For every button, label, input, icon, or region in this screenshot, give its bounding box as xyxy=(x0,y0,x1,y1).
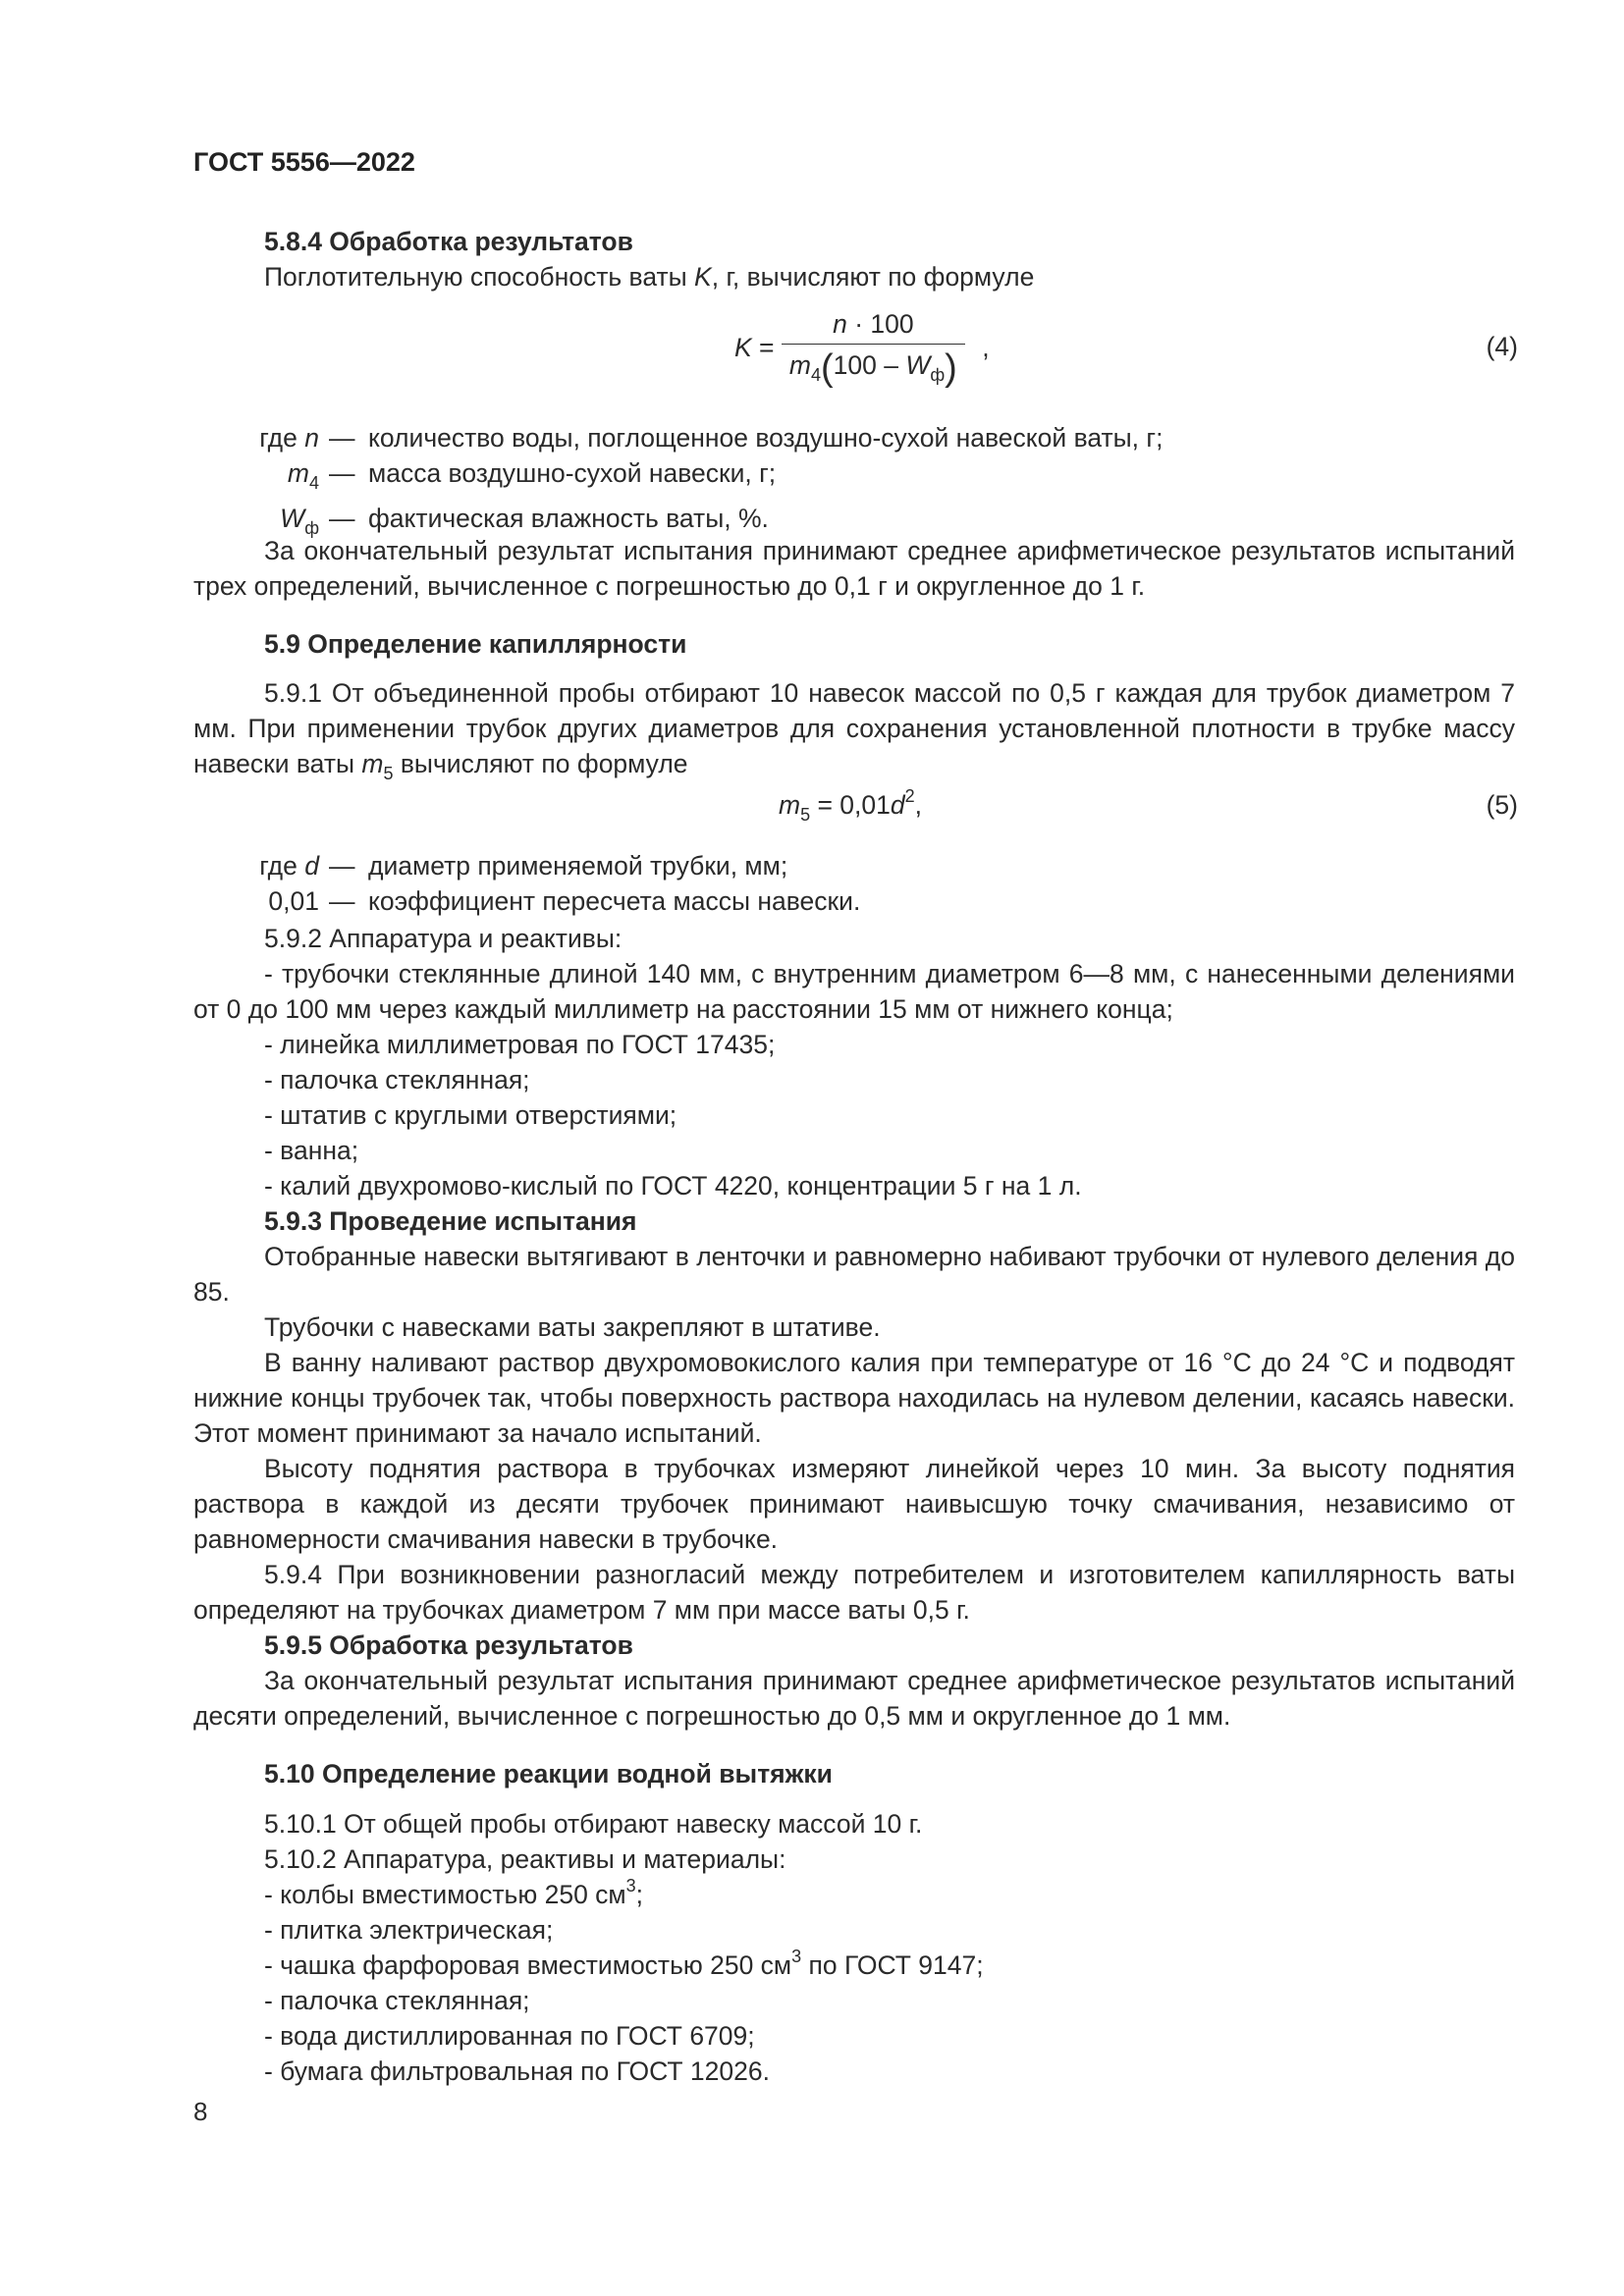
paragraph: Высоту поднятия раствора в трубочках измеряют линейкой через 10 мин. За высоту поднятия раствора в каждой из десяти трубочек принимают наивысшую точку смачивания, независимо от равномерности смачивания навески в трубочке. xyxy=(193,1454,1515,1554)
list-item: - плитка электрическая; xyxy=(264,1915,554,1945)
where-list xyxy=(193,848,1515,919)
list-item: - трубочки стеклянные длиной 140 мм, с внутренним диаметром 6—8 мм, с нанесенными делениями от 0 до 100 мм через каждый миллиметр на расстоянии 15 мм от нижнего конца; xyxy=(193,959,1515,1024)
section-title: 5.9.5 Обработка результатов xyxy=(264,1630,633,1660)
section-5-8-4-result xyxy=(193,533,1515,604)
fraction: $\frac{n \cdot 100}{m_4(100 - W_ф)}$ xyxy=(782,309,965,390)
list-item: - бумага фильтровальная по ГОСТ 12026. xyxy=(264,2056,770,2086)
paragraph: За окончательный результат испытания принимают среднее арифметическое результатов испытаний десяти определений, вычисленное с погрешностью до 0,5 мм и округленное до 1 мм. xyxy=(193,1666,1515,1731)
section-title: 5.8.4 Обработка результатов xyxy=(264,227,633,256)
page-number: 8 xyxy=(193,2097,208,2126)
paragraph: Отобранные навески вытягивают в ленточки и равномерно набивают трубочки от нулевого деления до 85. xyxy=(193,1242,1515,1307)
list-item: - чашка фарфоровая вместимостью 250 $см^3$ по ГОСТ 9147; xyxy=(264,1947,984,1980)
section-5-9-1 xyxy=(193,675,1515,791)
where-list xyxy=(193,420,1515,546)
section-5-9-2 xyxy=(193,921,1515,1734)
paragraph: Трубочки с навесками ваты закрепляют в штативе. xyxy=(264,1312,881,1342)
formula-4: K = $\frac{n \cdot 100}{m_4(100 - W_ф)}$ , xyxy=(734,309,990,389)
paragraph: 5.9.2 Аппаратура и реактивы: xyxy=(264,924,623,953)
where-row: $m_4$ — масса воздушно-сухой навески, г; xyxy=(287,458,777,493)
paragraph: 5.9.4 При возникновении разногласий между потребителем и изготовителем капиллярность ваты определяют на трубочках диаметром 7 мм при массе ваты 0,5 г. xyxy=(193,1560,1515,1625)
section-title: 5.10 Определение реакции водной вытяжки xyxy=(264,1759,833,1789)
section-title: 5.9 Определение капиллярности xyxy=(264,629,687,659)
paragraph: Поглотительную способность ваты K, г, вычисляют по формуле xyxy=(264,262,1035,292)
formula-number: (4) xyxy=(1486,332,1518,361)
paragraph: 5.9.1 От объединенной пробы отбирают 10 навесок массой по 0,5 г каждая для трубок диаметром 7 мм. При применении трубок других диаметров для сохранения установленной плотности в трубке массу навески ваты $m_5$ вычисляют по формуле xyxy=(193,678,1515,783)
where-row: 0,01 — коэффициент пересчета массы навески. xyxy=(268,886,861,916)
paragraph: За окончательный результат испытания принимают среднее арифметическое результатов испытаний трех определений, вычисленное с погрешностью до 0,1 г и округленное до 1 г. xyxy=(193,536,1515,601)
list-item: - колбы вместимостью 250 $см^3$; xyxy=(264,1876,644,1909)
list-item: - калий двухромово-кислый по ГОСТ 4220, концентрации 5 г на 1 л. xyxy=(264,1171,1082,1201)
section-5-10-body xyxy=(193,1806,1515,2089)
formula-5: $m_5 = 0,01d^2$, xyxy=(779,786,923,825)
where-row: где n — количество воды, поглощенное воздушно-сухой навеской ваты, г; xyxy=(259,423,1164,453)
list-item: - палочка стеклянная; xyxy=(264,1986,530,2015)
paragraph: 5.10.1 От общей пробы отбирают навеску массой 10 г. xyxy=(264,1809,923,1839)
section-5-9 xyxy=(193,626,1515,662)
list-item: - ванна; xyxy=(264,1136,359,1165)
document-header: ГОСТ 5556—2022 xyxy=(193,147,415,177)
section-title: 5.9.3 Проведение испытания xyxy=(264,1206,637,1236)
list-item: - штатив с круглыми отверстиями; xyxy=(264,1100,677,1130)
section-5-8-4 xyxy=(193,224,1515,294)
list-item: - палочка стеклянная; xyxy=(264,1065,530,1095)
paragraph: 5.10.2 Аппаратура, реактивы и материалы: xyxy=(264,1844,786,1874)
where-row: $W_ф$ — фактическая влажность ваты, %. xyxy=(280,504,769,538)
where-row: где d — диаметр применяемой трубки, мм; xyxy=(259,851,788,881)
list-item: - вода дистиллированная по ГОСТ 6709; xyxy=(264,2021,755,2051)
formula-number: (5) xyxy=(1486,790,1518,820)
list-item: - линейка миллиметровая по ГОСТ 17435; xyxy=(264,1030,776,1059)
formula-lhs: K xyxy=(734,333,752,362)
paragraph: В ванну наливают раствор двухромовокислого калия при температуре от 16 °С до 24 °С и подводят нижние концы трубочек так, чтобы поверхность раствора находилась на нулевом делении, касаясь навески. Этот момент принимают за начало испытаний. xyxy=(193,1348,1515,1448)
section-5-10 xyxy=(193,1756,1515,1791)
